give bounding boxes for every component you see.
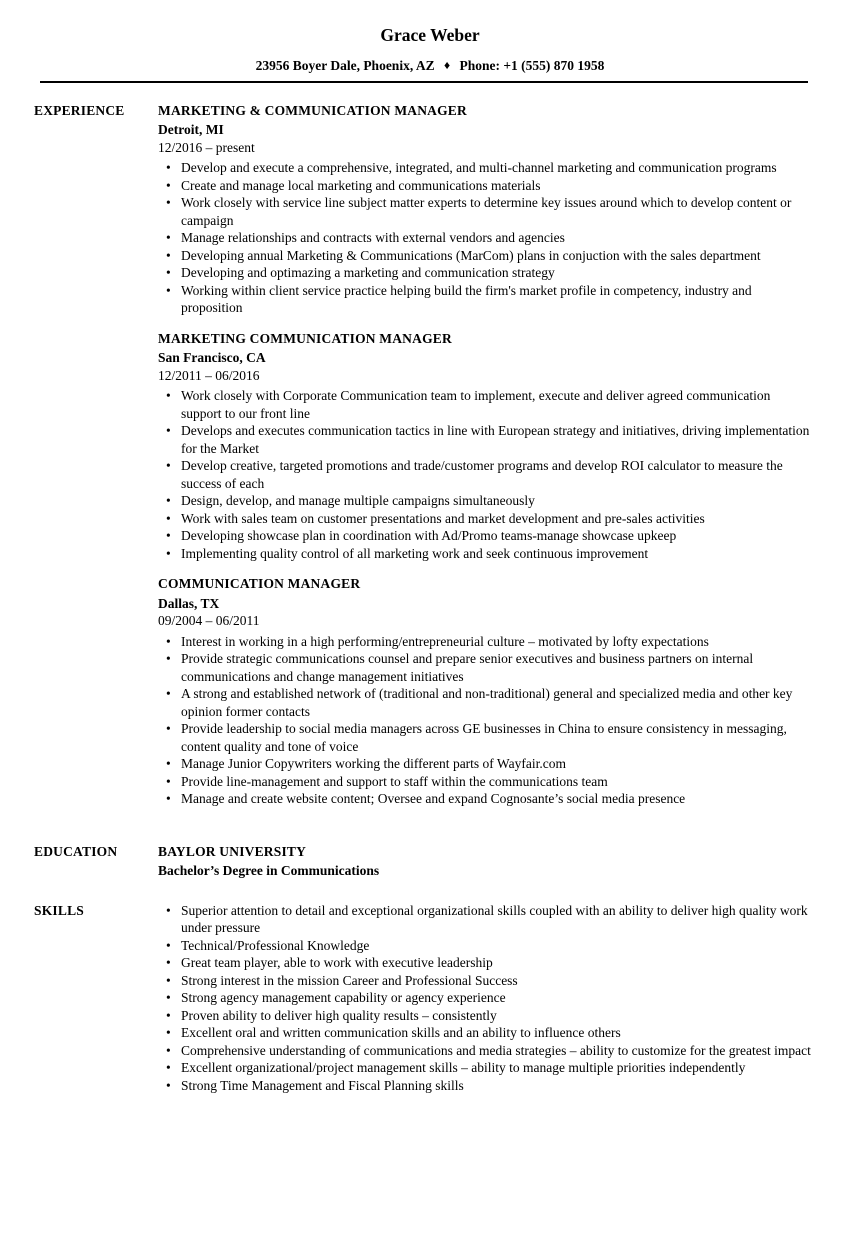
degree: Bachelor’s Degree in Communications (158, 863, 380, 878)
job-dates: 12/2016 – present (158, 139, 255, 155)
section-skills (0, 902, 860, 1095)
resume-body (0, 83, 860, 1095)
contact-phone: Phone: +1 (555) 870 1958 (459, 58, 605, 73)
bullet-item: • Developing and optimazing a marketing and communication strategy (158, 264, 814, 282)
bullet-item: • Manage and create website content; Oversee and expand Cognosante’s social media presence (158, 790, 814, 808)
bullet-item: • Work with sales team on customer presentations and market development and pre-sales activities (158, 510, 814, 528)
section-label-education: EDUCATION (34, 843, 118, 859)
section-experience (0, 102, 860, 821)
resume-header (0, 0, 860, 83)
section-label-skills: SKILLS (34, 902, 84, 918)
job-bullet-list (158, 633, 814, 808)
job-entry-1 (158, 102, 814, 317)
bullet-item: • Develop creative, targeted promotions and trade/customer programs and develop ROI calculator to measure the success of each (158, 457, 814, 492)
bullet-item: • Strong agency management capability or agency experience (158, 989, 814, 1007)
bullet-item: • Great team player, able to work with executive leadership (158, 954, 814, 972)
skills-content (158, 902, 814, 1095)
person-name: Grace Weber (380, 25, 480, 45)
job-location: San Francisco, CA (158, 350, 266, 365)
bullet-item: • Excellent oral and written communication skills and an ability to influence others (158, 1024, 814, 1042)
job-dates: 09/2004 – 06/2011 (158, 613, 260, 628)
bullet-item: • Provide line-management and support to staff within the communications team (158, 773, 814, 791)
bullet-item: • Design, develop, and manage multiple campaigns simultaneously (158, 492, 814, 510)
bullet-item: • Work closely with service line subject matter experts to determine key issues around which to develop content or campaign (158, 194, 814, 229)
bullet-item: • Manage relationships and contracts with external vendors and agencies (158, 229, 814, 247)
bullet-item: • Provide strategic communications counsel and prepare senior executives and business partners on internal communications and change management initiatives (158, 650, 814, 685)
job-title: MARKETING & COMMUNICATION MANAGER (158, 102, 467, 118)
bullet-item: • Comprehensive understanding of communications and media strategies – ability to customize for the greatest impact (158, 1042, 814, 1060)
job-dates: 12/2011 – 06/2016 (158, 367, 260, 383)
bullet-item: • Developing annual Marketing & Communications (MarCom) plans in conjuction with the sales department (158, 247, 814, 265)
bullet-item: • Manage Junior Copywriters working the different parts of Wayfair.com (158, 755, 814, 773)
bullet-item: • Implementing quality control of all marketing work and seek continuous improvement (158, 545, 814, 563)
school-name: BAYLOR UNIVERSITY (158, 843, 307, 859)
bullet-item: • Strong interest in the mission Career and Professional Success (158, 972, 814, 990)
experience-content (158, 102, 814, 821)
job-location: Detroit, MI (158, 122, 224, 137)
contact-line (0, 57, 860, 75)
education-content (158, 843, 814, 880)
bullet-item: • Excellent organizational/project management skills – ability to manage multiple priorities independently (158, 1059, 814, 1077)
bullet-item: • Working within client service practice helping build the firm's market profile in competency, industry and proposition (158, 282, 814, 317)
bullet-item: • A strong and established network of (traditional and non-traditional) general and specialized media and other key opinion former contacts (158, 685, 814, 720)
job-bullet-list (158, 159, 814, 317)
bullet-item: • Superior attention to detail and exceptional organizational skills coupled with an ability to deliver high quality work under pressure (158, 902, 814, 937)
job-entry-2 (158, 330, 814, 563)
job-location: Dallas, TX (158, 595, 220, 611)
bullet-item: • Provide leadership to social media managers across GE businesses in China to ensure consistency in messaging, content quality and tone of voice (158, 720, 814, 755)
job-bullet-list (158, 387, 814, 562)
job-entry-3 (158, 575, 814, 808)
bullet-item: • Work closely with Corporate Communication team to implement, execute and deliver agreed communication support to our front line (158, 387, 814, 422)
bullet-item: • Interest in working in a high performing/entrepreneurial culture – motivated by lofty expectations (158, 633, 814, 651)
bullet-item: • Develops and executes communication tactics in line with European strategy and initiatives, driving implementation for the Market (158, 422, 814, 457)
bullet-item: • Proven ability to deliver high quality results – consistently (158, 1007, 814, 1025)
bullet-item: • Technical/Professional Knowledge (158, 937, 814, 955)
section-education (0, 843, 860, 880)
job-title: COMMUNICATION MANAGER (158, 576, 361, 591)
job-title: MARKETING COMMUNICATION MANAGER (158, 330, 452, 346)
bullet-item: • Develop and execute a comprehensive, integrated, and multi-channel marketing and communication programs (158, 159, 814, 177)
section-label-experience: EXPERIENCE (34, 102, 125, 118)
bullet-item: • Create and manage local marketing and communications materials (158, 177, 814, 195)
bullet-item: • Developing showcase plan in coordination with Ad/Promo teams-manage showcase upkeep (158, 527, 814, 545)
skills-bullet-list (158, 902, 814, 1095)
contact-address: 23956 Boyer Dale, Phoenix, AZ (255, 58, 435, 73)
diamond-icon: ♦ (443, 58, 451, 72)
bullet-item: • Strong Time Management and Fiscal Planning skills (158, 1077, 814, 1095)
